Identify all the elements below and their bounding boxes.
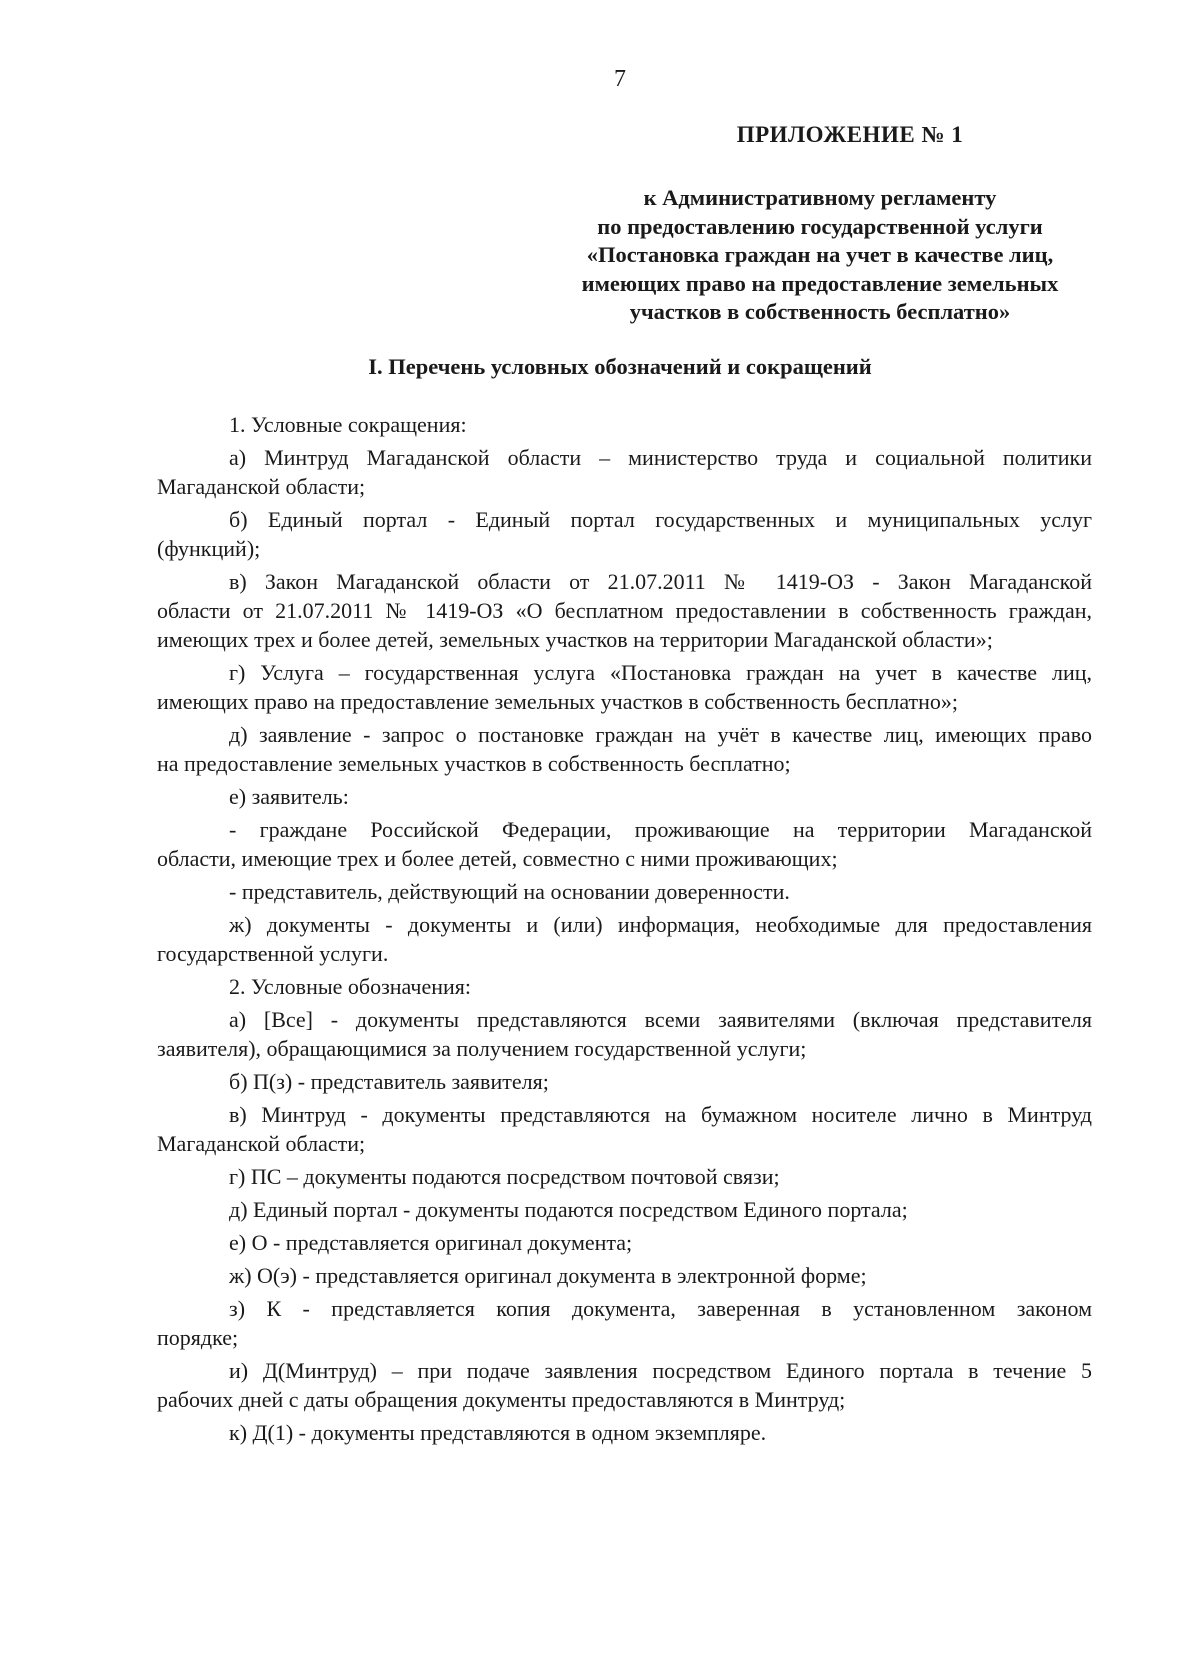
paragraph — [157, 910, 1092, 968]
paragraph-line: - граждане Российской Федерации, проживающие на территории Магаданской — [229, 817, 1092, 842]
paragraph — [157, 443, 1092, 501]
paragraph — [157, 410, 1092, 439]
paragraph-line: имеющих трех и более детей, земельных участков на территории Магаданской области»; — [157, 627, 993, 652]
paragraph — [157, 1195, 1092, 1224]
regulation-line: имеющих право на предоставление земельных — [581, 270, 1059, 296]
paragraph-line: (функций); — [157, 536, 261, 561]
paragraph — [157, 1294, 1092, 1352]
paragraph-line: 1. Условные сокращения: — [229, 412, 467, 437]
paragraph-line: Магаданской области; — [157, 1131, 366, 1156]
paragraph-line: заявителя), обращающимися за получением государственной услуги; — [157, 1036, 807, 1061]
paragraph-line: Магаданской области; — [157, 474, 366, 499]
paragraph-line: в) Закон Магаданской области от 21.07.2011 № 1419-ОЗ - Закон Магаданской — [229, 569, 1092, 594]
paragraph-line: на предоставление земельных участков в собственность бесплатно; — [157, 751, 791, 776]
section-heading: I. Перечень условных обозначений и сокращений — [368, 354, 872, 379]
paragraph — [157, 1356, 1092, 1414]
paragraph-line: рабочих дней с даты обращения документы предоставляются в Минтруд; — [157, 1387, 846, 1412]
paragraph-line: государственной услуги. — [157, 941, 389, 966]
paragraph — [157, 567, 1092, 654]
paragraph — [157, 658, 1092, 716]
paragraph-line: - представитель, действующий на основании доверенности. — [229, 879, 790, 904]
paragraph-line: б) П(з) - представитель заявителя; — [229, 1069, 549, 1094]
paragraph — [157, 1162, 1092, 1191]
paragraph-line: в) Минтруд - документы представляются на бумажном носителе лично в Минтруд — [229, 1102, 1092, 1127]
regulation-line: к Административному регламенту — [643, 185, 997, 210]
paragraph-line: д) заявление - запрос о постановке граждан на учёт в качестве лиц, имеющих право — [229, 722, 1092, 747]
paragraph-line: области от 21.07.2011 № 1419-ОЗ «О бесплатном предоставлении в собственность граждан, — [157, 598, 1092, 623]
paragraph-line: и) Д(Минтруд) – при подаче заявления посредством Единого портала в течение 5 — [229, 1358, 1092, 1383]
regulation-line: участков в собственность бесплатно» — [629, 299, 1011, 324]
paragraph-line: области, имеющие трех и более детей, совместно с ними проживающих; — [157, 846, 838, 871]
appendix-title: ПРИЛОЖЕНИЕ № 1 — [736, 122, 964, 147]
paragraph-line: 2. Условные обозначения: — [229, 974, 472, 999]
paragraph — [157, 1261, 1092, 1290]
paragraph-line: е) О - представляется оригинал документа; — [229, 1230, 633, 1255]
paragraph-line: г) ПС – документы подаются посредством почтовой связи; — [229, 1164, 780, 1189]
paragraph — [157, 1100, 1092, 1158]
paragraph-line: порядке; — [157, 1325, 239, 1350]
paragraph — [157, 782, 1092, 811]
paragraph — [157, 1228, 1092, 1257]
paragraph-line: ж) О(э) - представляется оригинал документа в электронной форме; — [229, 1263, 867, 1288]
paragraph — [157, 1418, 1092, 1447]
body-text — [157, 410, 1092, 1451]
paragraph — [157, 1067, 1092, 1096]
paragraph-line: б) Единый портал - Единый портал государственных и муниципальных услуг — [229, 507, 1092, 532]
page-number: 7 — [614, 66, 626, 92]
paragraph-line: ж) документы - документы и (или) информация, необходимые для предоставления — [229, 912, 1092, 937]
regulation-line: «Постановка граждан на учет в качестве лиц, — [586, 242, 1054, 267]
paragraph-line: а) [Все] - документы представляются всеми заявителями (включая представителя — [229, 1007, 1092, 1032]
paragraph-line: имеющих право на предоставление земельных участков в собственность бесплатно»; — [157, 689, 959, 714]
paragraph — [157, 877, 1092, 906]
regulation-reference — [560, 184, 1080, 327]
paragraph — [157, 1005, 1092, 1063]
paragraph-line: к) Д(1) - документы представляются в одном экземпляре. — [229, 1420, 767, 1445]
paragraph-line: г) Услуга – государственная услуга «Постановка граждан на учет в качестве лиц, — [229, 660, 1092, 685]
paragraph-line: з) К - представляется копия документа, заверенная в установленном законом — [229, 1296, 1092, 1321]
paragraph-line: а) Минтруд Магаданской области – министерство труда и социальной политики — [229, 445, 1092, 470]
paragraph-line: е) заявитель: — [229, 784, 349, 809]
paragraph — [157, 720, 1092, 778]
paragraph-line: д) Единый портал - документы подаются посредством Единого портала; — [229, 1197, 908, 1222]
paragraph — [157, 815, 1092, 873]
regulation-line: по предоставлению государственной услуги — [597, 213, 1043, 239]
paragraph — [157, 505, 1092, 563]
paragraph — [157, 972, 1092, 1001]
